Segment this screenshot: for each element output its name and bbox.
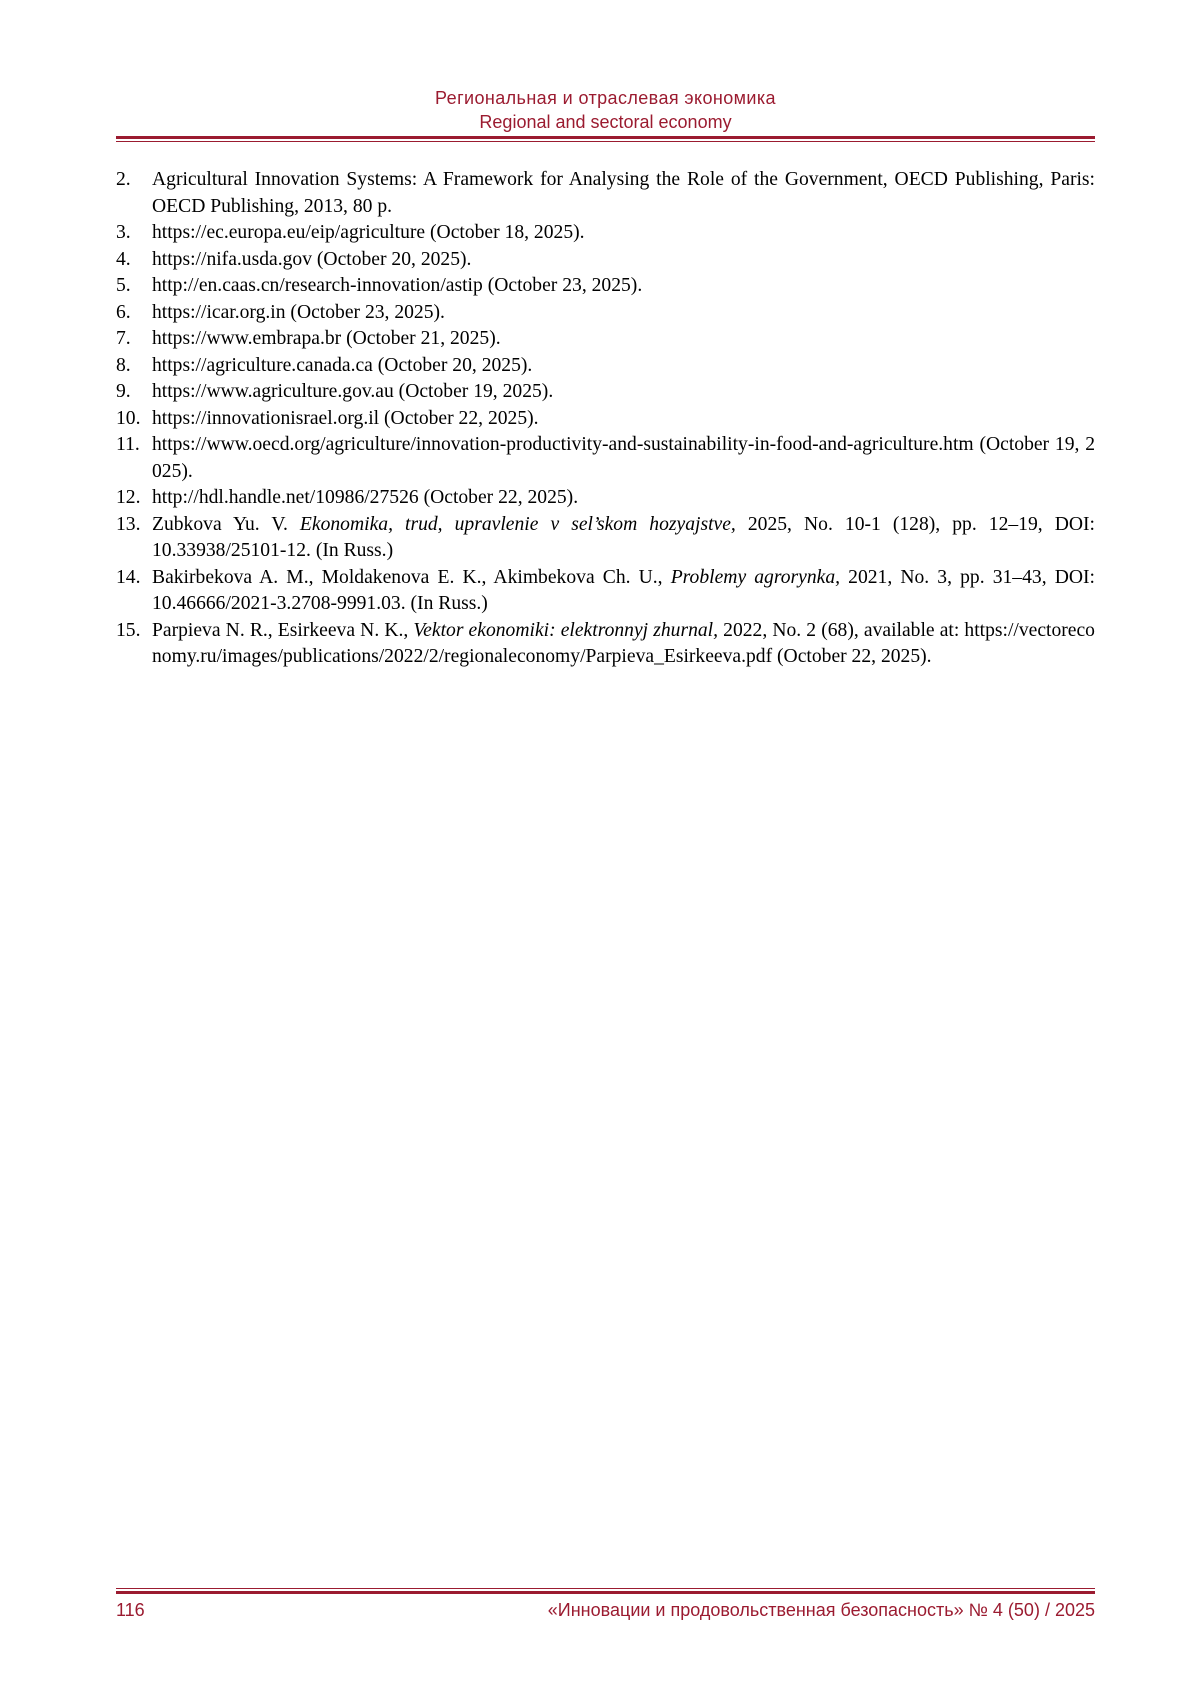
reference-details: 2022, No. 2 (68), available at: https://vectoreconomy.ru/images/publications/2022/2/regionaleconomy/Parpieva_Esirkeeva.pdf (October 22, 2025). — [152, 619, 1095, 667]
reference-link[interactable]: https://icar.org.in (October 23, 2025). — [152, 301, 445, 323]
reference-details: 2025, No. 10-1 (128), pp. 12–19, DOI: 10.33938/25101-12. (In Russ.) — [152, 513, 1095, 561]
journal-issue: «Инновации и продовольственная безопасность» № 4 (50) / 2025 — [547, 1600, 1095, 1620]
reference-number: 10. — [116, 407, 141, 429]
reference-item — [116, 379, 1095, 406]
reference-number: 9. — [116, 381, 131, 402]
reference-item — [116, 353, 1095, 380]
reference-number: 6. — [116, 301, 131, 323]
reference-link[interactable]: http://hdl.handle.net/10986/27526 (October 22, 2025). — [152, 487, 579, 508]
reference-number: 15. — [116, 619, 141, 641]
reference-item — [116, 432, 1095, 485]
reference-item — [116, 167, 1095, 220]
reference-number: 13. — [116, 513, 141, 535]
reference-link[interactable]: https://www.agriculture.gov.au (October 19, 2025). — [152, 381, 554, 402]
reference-item — [116, 220, 1095, 247]
reference-item — [116, 326, 1095, 353]
footer-rule-thick — [116, 1591, 1095, 1594]
reference-item — [116, 565, 1095, 618]
reference-text: Agricultural Innovation Systems: A Framework for Analysing the Role of the Government, OECD Publishing, Paris: OECD Publishing, 2013, 80 p. — [152, 169, 1095, 217]
reference-list — [116, 167, 1095, 671]
reference-number: 3. — [116, 222, 131, 243]
reference-link[interactable]: https://www.oecd.org/agriculture/innovation-productivity-and-sustainability-in-food-and-agriculture.htm (October 19, 2025). — [152, 434, 1095, 482]
reference-details: 2021, No. 3, pp. 31–43, DOI: 10.46666/2021-3.2708-9991.03. (In Russ.) — [152, 566, 1095, 614]
header-title-en: Regional and sectoral economy — [479, 112, 732, 132]
reference-number: 14. — [116, 566, 141, 588]
reference-authors: Bakirbekova A. M., Moldakenova E. K., Akimbekova Ch. U., — [152, 566, 671, 588]
reference-link[interactable]: http://en.caas.cn/research-innovation/astip (October 23, 2025). — [152, 275, 643, 296]
reference-item — [116, 273, 1095, 300]
page-number: 116 — [116, 1600, 145, 1620]
reference-item — [116, 512, 1095, 565]
reference-journal: Vektor ekonomiki: elektronnyj zhurnal, — [413, 619, 719, 641]
reference-number: 5. — [116, 275, 131, 296]
footer-rule-thin — [116, 1588, 1095, 1589]
header-title-ru: Региональная и отраслевая экономика — [435, 88, 776, 108]
header-rule-thin — [116, 141, 1095, 142]
reference-number: 11. — [116, 434, 140, 455]
reference-item — [116, 300, 1095, 327]
reference-item — [116, 618, 1095, 671]
running-footer — [116, 1600, 1095, 1621]
reference-number: 7. — [116, 328, 131, 349]
reference-authors: Zubkova Yu. V. — [152, 513, 300, 535]
reference-link[interactable]: https://agriculture.canada.ca (October 20, 2025). — [152, 354, 533, 376]
reference-item — [116, 247, 1095, 274]
reference-text — [152, 565, 1095, 618]
reference-journal: Ekonomika, trud, upravlenie v sel’skom hozyajstve, — [299, 513, 736, 535]
reference-item — [116, 485, 1095, 512]
reference-text — [152, 512, 1095, 565]
reference-number: 4. — [116, 248, 131, 270]
header-rule-thick — [116, 136, 1095, 139]
reference-link[interactable]: https://www.embrapa.br (October 21, 2025). — [152, 328, 501, 349]
running-header — [116, 86, 1095, 134]
reference-number: 8. — [116, 354, 131, 376]
reference-journal: Problemy agrorynka, — [670, 566, 841, 588]
reference-link[interactable]: https://ec.europa.eu/eip/agriculture (October 18, 2025). — [152, 222, 585, 243]
reference-number: 12. — [116, 487, 141, 508]
reference-link[interactable]: https://nifa.usda.gov (October 20, 2025). — [152, 248, 472, 270]
reference-authors: Parpieva N. R., Esirkeeva N. K., — [152, 619, 414, 641]
reference-number: 2. — [116, 169, 131, 190]
reference-item — [116, 406, 1095, 433]
reference-text — [152, 618, 1095, 671]
reference-link[interactable]: https://innovationisrael.org.il (October 22, 2025). — [152, 407, 539, 429]
